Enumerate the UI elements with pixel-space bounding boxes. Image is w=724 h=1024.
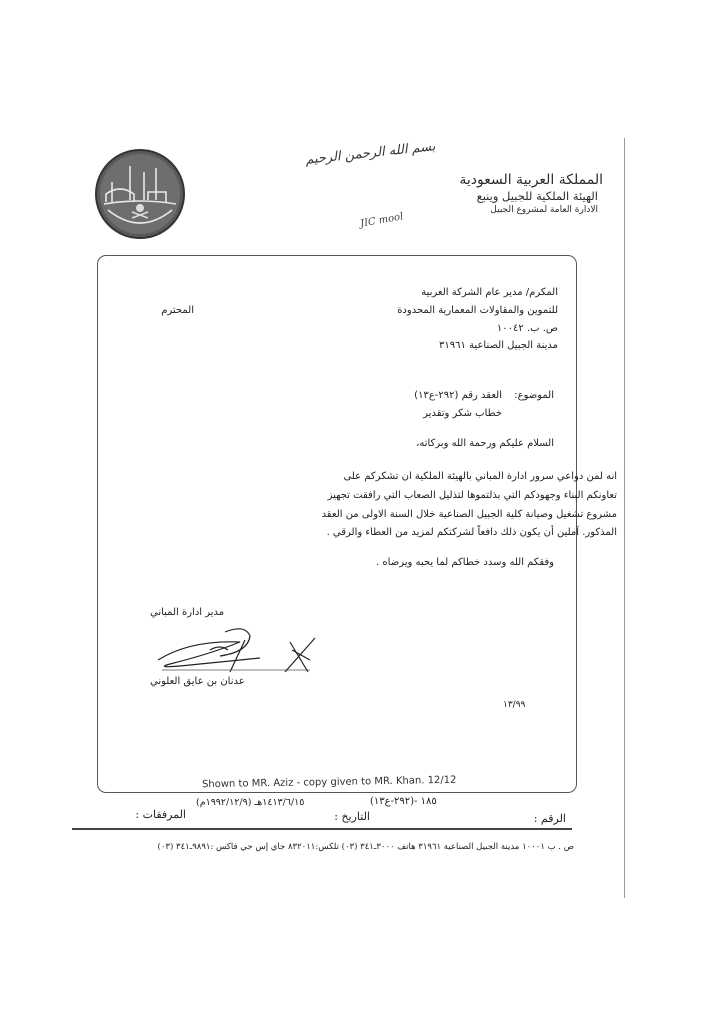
subject-title: خطاب شكر وتقدير: [423, 408, 502, 419]
greeting: السلام عليكم ورحمة الله وبركاته،: [416, 438, 554, 449]
signatory-title: مدير ادارة المباني: [150, 607, 225, 618]
closing: وفقكم الله وسدد خطاكم لما يحبه ويرضاه .: [376, 557, 554, 568]
recipient-line-1: المكرم/ مدير عام الشركة العربية: [421, 287, 558, 298]
signatory-name: عدنان بن عايق العلوني: [150, 676, 245, 687]
letterhead-country: المملكة العربية السعودية: [459, 172, 603, 188]
recipient-honorific: المحترم: [161, 305, 194, 316]
subject-contract: العقد رقم (٢٩٢-ع١٣): [414, 390, 502, 401]
letterhead-organization: الهيئة الملكية للجبيل وينبع: [476, 189, 598, 203]
body-line: المذكور. آملين أن يكون ذلك دافعاً لشركتكم لمزيد من العطاء والرقي .: [326, 527, 617, 538]
recipient-po-box: ص. ب. ١٠٠٤٢: [496, 323, 558, 334]
body-line: مشروع تشغيل وصيانة كلية الجبيل الصناعية خلال السنة الاولى من العقد: [321, 509, 617, 520]
number-label: الرقم :: [533, 812, 566, 825]
letter-frame: [97, 255, 577, 793]
footer-address: ص . ب ١٠٠٠١ مدينة الجبيل الصناعية ٣١٩٦١ هاتف ٣٠٠٠ـ٣٤١ (٠٣) تلكس:٨٣٢٠١١ جاي إس جي فاكس :٩٨٩١ـ٣٤١ (٠٣): [157, 842, 574, 852]
attachments-label: المرفقات :: [135, 808, 186, 821]
handwritten-initials: JIC mool: [359, 211, 405, 230]
date-label: التاريخ :: [334, 810, 370, 823]
number-value: ١٨٥ -(٢٩٢-ع١٣): [370, 796, 437, 807]
subject-label: الموضوع:: [514, 390, 554, 401]
royal-commission-seal-icon: [94, 148, 186, 240]
recipient-line-2: للتموين والمقاولات المعمارية المحدودة: [397, 305, 558, 316]
reference-note: ١٣/٩٩: [503, 700, 526, 710]
signature-mark: [150, 620, 320, 675]
footer-rule: [72, 828, 572, 830]
handwritten-note: Shown to MR. Aziz - copy given to MR. Khan. 12/12: [201, 774, 457, 791]
basmala: بسم الله الرحمن الرحيم: [304, 139, 437, 168]
recipient-city: مدينة الجبيل الصناعية ٣١٩٦١: [439, 340, 558, 351]
page-margin-line: [624, 138, 625, 898]
letterhead-department: الادارة العامة لمشروع الجبيل: [490, 205, 598, 215]
date-value: ١٤١٣/٦/١٥هـ (١٩٩٢/١٢/٩م): [196, 797, 305, 808]
body-line: انه لمن دواعي سرور ادارة المباني بالهيئة الملكية ان تشكركم على: [343, 471, 617, 482]
body-line: تعاونكم البناء وجهودكم التي بذلتموها لتذليل الصعاب التي رافقت تجهيز: [327, 490, 617, 501]
